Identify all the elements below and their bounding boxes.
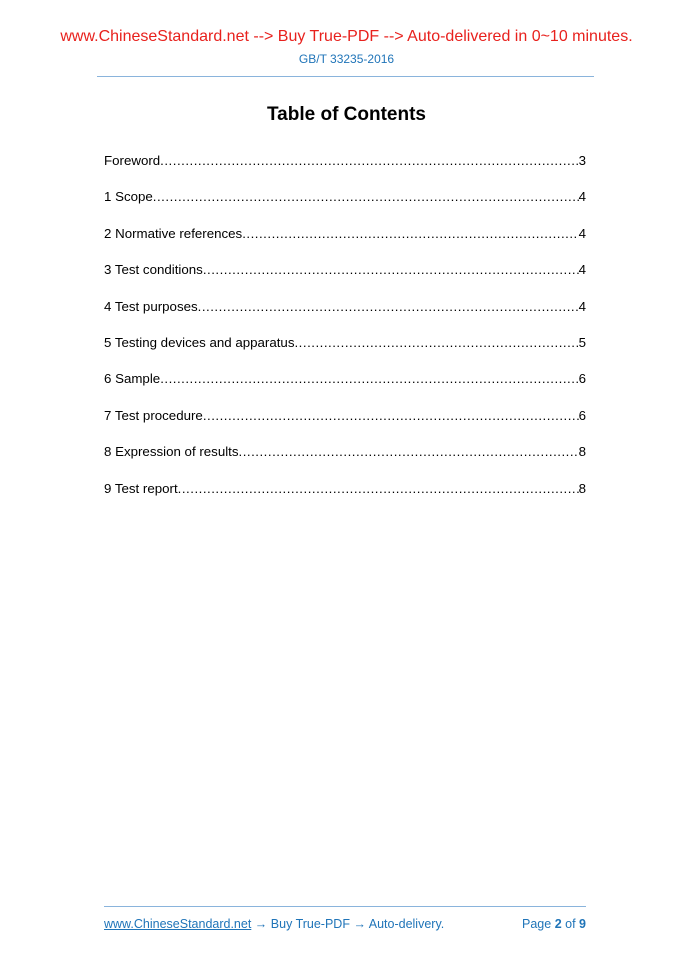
toc-entry-page: 6 xyxy=(578,407,586,423)
toc-entry-page: 3 xyxy=(578,153,586,168)
toc-entry-label: 7 Test procedure xyxy=(104,407,203,423)
toc-entry-testing-devices[interactable] xyxy=(104,334,586,370)
toc-entry-page: 8 xyxy=(578,444,586,460)
current-page-number: 2 xyxy=(554,917,562,931)
toc-entry-page: 4 xyxy=(578,262,586,278)
arrow-right-icon: → xyxy=(254,917,268,931)
toc-entry-label: 2 Normative references xyxy=(104,225,243,241)
page-footer xyxy=(104,916,586,932)
toc-entry-page: 4 xyxy=(578,298,586,314)
toc-dot-leader xyxy=(203,261,579,279)
toc-entry-label: 9 Test report xyxy=(104,480,178,496)
toc-entry-sample[interactable] xyxy=(104,370,586,406)
footer-site-link[interactable]: www.ChineseStandard.net xyxy=(104,917,252,931)
toc-entry-label: 4 Test purposes xyxy=(104,298,198,314)
header-divider xyxy=(97,76,594,77)
footer-buy-text: Buy True-PDF xyxy=(270,917,350,931)
toc-entry-label: 6 Sample xyxy=(104,371,161,387)
toc-entry-test-procedure[interactable] xyxy=(104,407,586,443)
page-word: Page xyxy=(522,917,552,931)
toc-dot-leader xyxy=(239,443,579,461)
toc-dot-leader xyxy=(160,370,578,388)
footer-delivery-text: Auto-delivery. xyxy=(368,917,445,931)
toc-entry-page: 4 xyxy=(578,189,586,205)
footer-divider xyxy=(104,906,586,907)
toc-dot-leader xyxy=(294,334,578,352)
toc-entry-label: 8 Expression of results xyxy=(104,444,239,460)
toc-entry-page: 4 xyxy=(578,225,586,241)
toc-entry-scope[interactable] xyxy=(104,188,586,224)
toc-entry-expression-of-results[interactable] xyxy=(104,443,586,479)
arrow-right-icon: → xyxy=(353,917,366,931)
toc-entry-normative-references[interactable] xyxy=(104,225,586,261)
toc-entry-label: 5 Testing devices and apparatus xyxy=(104,334,295,350)
toc-dot-leader xyxy=(178,480,579,498)
toc-dot-leader xyxy=(198,298,579,316)
toc-dot-leader xyxy=(160,152,578,170)
toc-entry-test-conditions[interactable] xyxy=(104,261,586,297)
toc-dot-leader xyxy=(203,407,579,425)
header-banner[interactable]: www.ChineseStandard.net --> Buy True-PDF --> Auto-delivered in 0~10 minutes. xyxy=(60,28,633,45)
toc-dot-leader xyxy=(242,225,578,243)
toc-entry-test-report[interactable] xyxy=(104,480,586,516)
toc-title: Table of Contents xyxy=(266,104,427,125)
toc-entry-test-purposes[interactable] xyxy=(104,298,586,334)
toc-entry-page: 8 xyxy=(578,480,586,496)
toc-entry-label: Foreword xyxy=(104,153,161,168)
toc-entry-page: 5 xyxy=(578,334,586,350)
total-pages-number: 9 xyxy=(579,917,586,931)
toc-list xyxy=(104,152,586,516)
of-word: of xyxy=(565,917,576,931)
footer-promo xyxy=(104,916,444,932)
toc-dot-leader xyxy=(153,188,579,206)
page-indicator xyxy=(522,916,586,932)
toc-entry-page: 6 xyxy=(578,371,586,387)
standard-code: GB/T 33235-2016 xyxy=(298,52,395,66)
toc-entry-label: 1 Scope xyxy=(104,189,153,205)
toc-entry-foreword[interactable] xyxy=(104,152,586,188)
toc-entry-label: 3 Test conditions xyxy=(104,262,203,278)
